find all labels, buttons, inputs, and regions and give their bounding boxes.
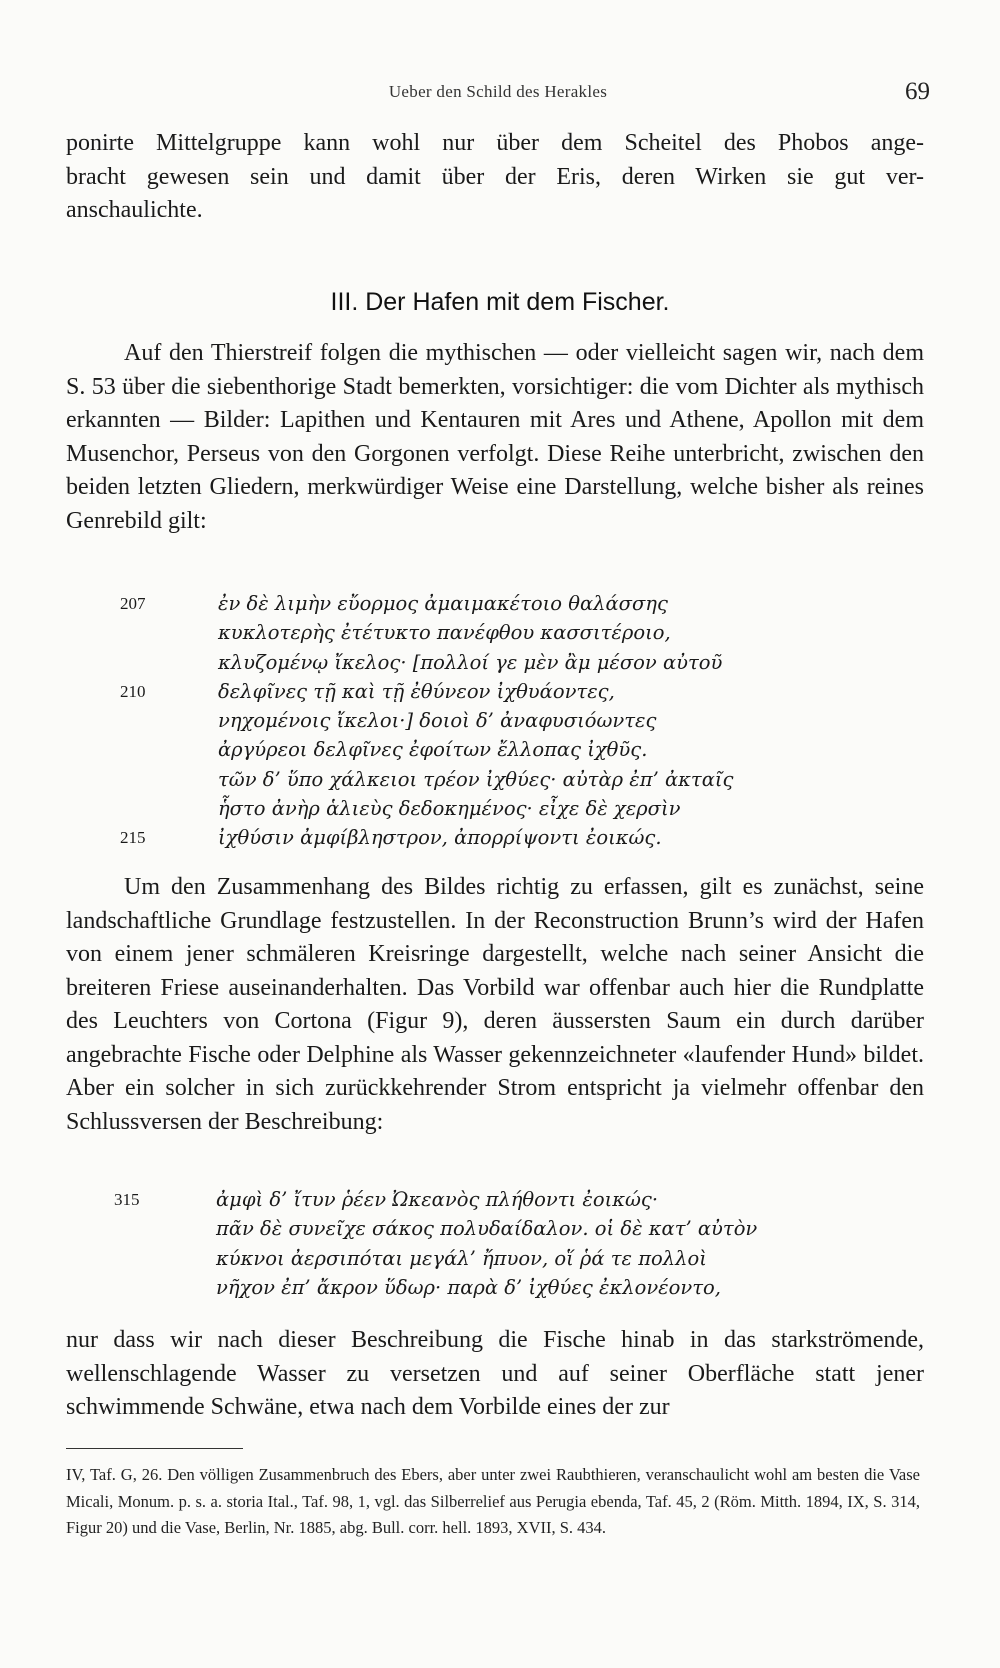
paragraph-text: Auf den Thierstreif folgen die mythischen — oder vielleicht sagen wir, nach dem S. 53 über die siebenthorige Stadt bemerkten, vorsichtiger: die vom Dichter als mythisch erkannten — Bilder: Lapithen und Kentauren mit Ares und Athene, Apollon mit dem Musenchor, Perseus von den Gorgonen verfolgt. Diese Reihe unterbricht, zwischen den beiden letzten Gliedern, merkwürdiger Weise eine Darstellung, welche bisher als reines Genrebild gilt:: [66, 340, 924, 534]
verse-line: [92, 765, 932, 794]
verse-text: ἰχθύσιν ἀμφίβληστρον, ἀπορρίψοντι ἐοικώς.: [218, 826, 662, 850]
verse-number: 215: [120, 828, 146, 848]
verse-line: [92, 735, 932, 764]
verse-text: ἐν δὲ λιμὴν εὔορμος ἀμαιμακέτοιο θαλάσσης: [218, 592, 668, 615]
verse-text: νηχομένοις ἴκελοι·] δοιοὶ δ’ ἀναφυσιόωντες: [218, 709, 657, 733]
intro-line: bracht gewesen sein und damit über der Eris, deren Wirken sie gut ver-: [66, 163, 924, 190]
footnote-text: IV, Taf. G, 26. Den völligen Zusammenbruch des Ebers, aber unter zwei Raubthieren, veranschaulicht wohl am besten die Vase Micali, Monum. p. s. a. storia Ital., Taf. 98, 1, vgl. das Silberrelief aus Perugia ebenda, Taf. 45, 2 (Röm. Mitth. 1894, IX, S. 314, Figur 20) und die Vase, Berlin, Nr. 1885, abg. Bull. corr. hell. 1893, XVII, S. 434.: [66, 1465, 920, 1537]
verse-line: [92, 1244, 932, 1273]
verse-block-2: [92, 1185, 932, 1302]
paragraph-text: nur dass wir nach dieser Beschreibung die Fische hinab in das starkströmende, wellenschlagende Wasser zu versetzen und auf seiner Oberfläche statt jener schwimmende Schwäne, etwa nach dem Vorbilde eines der zur: [66, 1327, 924, 1420]
intro-line: ponirte Mittelgruppe kann wohl nur über dem Scheitel des Phobos ange-: [66, 130, 924, 156]
verse-line: [92, 677, 932, 706]
footnote-rule: [66, 1448, 243, 1449]
verse-line: [92, 706, 932, 735]
verse-line: [92, 589, 932, 618]
verse-text: ἀργύρεοι δελφῖνες ἐφοίτων ἔλλοπας ἰχθῦς.: [218, 738, 648, 762]
paragraph-text: Um den Zusammenhang des Bildes richtig zu erfassen, gilt es zunächst, seine landschaftliche Grundlage festzustellen. In der Reconstruction Brunn’s wird der Hafen von einem jener schmäleren Kreisringe dargestellt, welche nach seiner Ansicht die breiteren Friese auseinanderhalten. Das Vorbild war offenbar auch hier die Rundplatte des Leuchters von Cortona (Figur 9), deren äussersten Saum ein durch darüber angebrachte Fische oder Delphine als Wasser gekennzeichneter «laufender Hund» bildet. Aber ein solcher in sich zurückkehrender Strom entspricht ja vielmehr offenbar den Schlussversen der Beschreibung:: [66, 874, 924, 1135]
verse-number: 315: [114, 1190, 140, 1209]
verse-text: κυκλοτερὴς ἐτέτυκτο πανέφθου κασσιτέροιο,: [218, 621, 671, 645]
footnote: [66, 1462, 920, 1542]
verse-line: [92, 1214, 932, 1243]
verse-line: [92, 618, 932, 647]
intro-line: anschaulichte.: [66, 197, 203, 223]
verse-text: νῆχον ἐπ’ ἄκρον ὕδωρ· παρὰ δ’ ἰχθύες ἐκλονέοντο,: [216, 1275, 721, 1299]
verse-line: [92, 1273, 932, 1302]
section-heading: III. Der Hafen mit dem Fischer.: [330, 288, 670, 316]
paragraph-1: [66, 337, 924, 538]
verse-number: 210: [120, 681, 146, 701]
running-head: [66, 78, 930, 112]
running-title: Ueber den Schild des Herakles: [388, 82, 608, 101]
verse-text: κλυζομένῳ ἴκελος· [πολλοί γε μὲν ἂμ μέσον αὐτοῦ: [218, 650, 723, 674]
paragraph-3: [66, 1324, 924, 1425]
intro-text: [66, 127, 924, 228]
verse-line: [92, 648, 932, 677]
verse-text: κύκνοι ἀερσιπόται μεγάλ’ ἤπυον, οἵ ῥά τε πολλοὶ: [216, 1246, 707, 1270]
verse-block-1: [92, 589, 932, 853]
verse-text: τῶν δ’ ὕπο χάλκειοι τρέον ἰχθύες· αὐτὰρ ἐπ’ ἀκταῖς: [218, 767, 734, 791]
verse-text: δελφῖνες τῇ καὶ τῇ ἐθύνεον ἰχθυάοντες,: [218, 679, 615, 703]
paragraph-2: [66, 871, 924, 1139]
verse-text: ἧστο ἀνὴρ ἁλιεὺς δεδοκημένος· εἶχε δὲ χερσὶν: [218, 797, 681, 821]
verse-text: ἀμφὶ δ’ ἴτυν ῥέεν Ὠκεανὸς πλήθοντι ἐοικώς·: [216, 1188, 659, 1211]
verse-line: [92, 1185, 932, 1214]
verse-line: [92, 794, 932, 823]
page-number: 69: [905, 78, 930, 105]
verse-text: πᾶν δὲ συνεῖχε σάκος πολυδαίδαλον. οἱ δὲ κατ’ αὐτὸν: [216, 1217, 758, 1241]
verse-line: [92, 823, 932, 852]
verse-number: 207: [120, 594, 146, 613]
